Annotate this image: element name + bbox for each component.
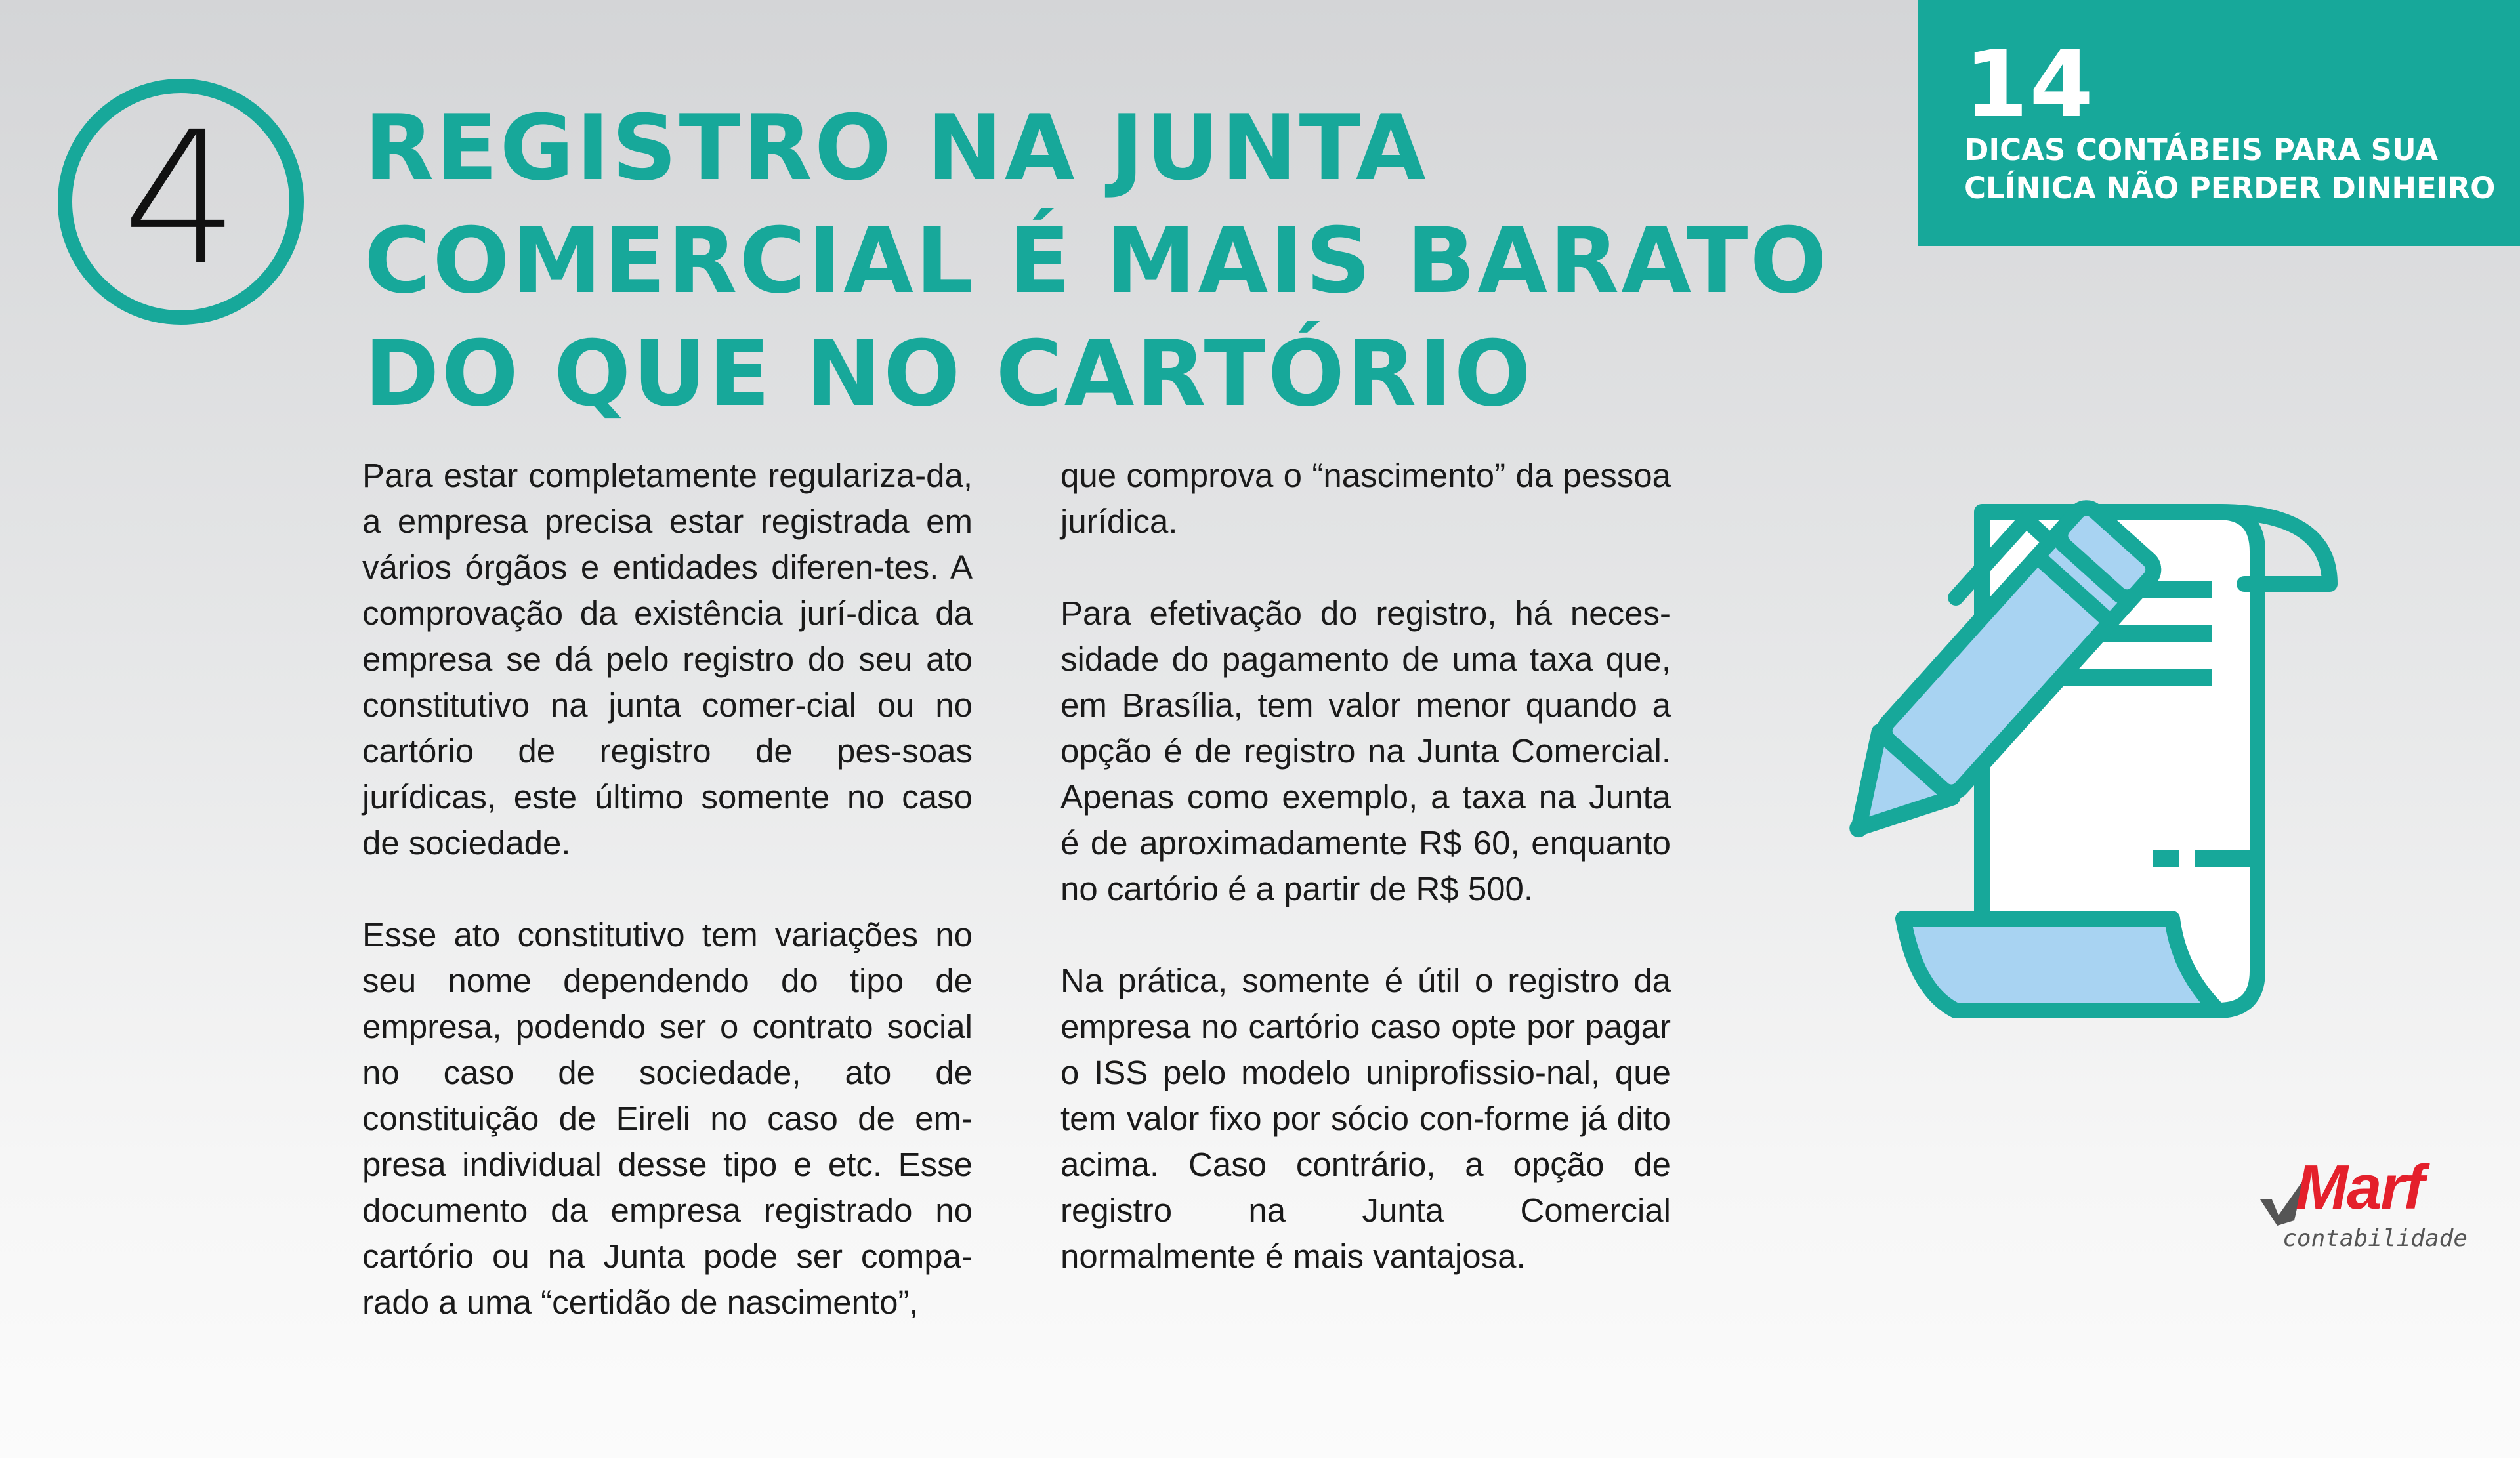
tip-title-line-3: DO QUE NO CARTÓRIO — [364, 321, 1533, 427]
logo-wordmark: Marf — [2296, 1152, 2424, 1222]
logo-tagline: contabilidade — [2282, 1225, 2468, 1252]
series-subtitle-line-2: CLÍNICA NÃO PERDER DINHEIRO — [1964, 171, 2496, 205]
series-subtitle — [1964, 131, 2502, 207]
paragraph: Esse ato constitutivo tem variações no seu nome dependendo do tipo de empresa, podendo ser o contrato social no caso de sociedade, ato de constituição de Eireli no caso de em-presa individual desse tipo e etc. Esse documento da empresa registrado no cartório ou na Junta pode ser compa-rado a uma “certidão de nascimento”, — [362, 916, 973, 1321]
paragraph: Para estar completamente regulariza-da, a empresa precisa estar registrada em vários órgãos e entidades diferen-tes. A comprovação da existência jurí-dica da empresa se dá pelo registro do seu ato constitutivo na junta comer-cial ou no cartório de registro de pes-soas jurídicas, este último somente no caso de sociedade. — [362, 457, 973, 862]
paragraph: Para efetivação do registro, há neces-sidade do pagamento de uma taxa que, em Brasília, tem valor menor quando a opção é de registro na Junta Comercial. Apenas como exemplo, a taxa na Junta é de aproximadamente R$ 60, enquanto no cartório é a partir de R$ 500. — [1060, 594, 1671, 907]
series-number: 14 — [1964, 31, 2095, 138]
body-column-left — [362, 453, 973, 1371]
tip-number: 4 — [122, 92, 240, 306]
series-badge — [1918, 0, 2520, 246]
series-subtitle-line-1: DICAS CONTÁBEIS PARA SUA — [1964, 133, 2439, 167]
tip-title-line-1: REGISTRO NA JUNTA — [364, 95, 1428, 201]
paragraph: que comprova o “nascimento” da pessoa jurídica. — [1060, 457, 1671, 540]
document-and-pen-icon — [1772, 472, 2468, 1037]
paragraph: Na prática, somente é útil o registro da empresa no cartório caso opte por pagar o ISS pelo modelo uniprofissio-nal, que tem valor fixo por sócio con-forme já dito acima. Caso contrário, a opção de registro na Junta Comercial normalmente é mais vantajosa. — [1060, 962, 1671, 1275]
body-column-right — [1060, 453, 1671, 1325]
tip-title-line-2: COMERCIAL É MAIS BARATO — [364, 208, 1829, 314]
tip-number-circle — [58, 79, 304, 325]
tip-title — [364, 92, 1939, 430]
marf-logo — [2258, 1152, 2481, 1266]
